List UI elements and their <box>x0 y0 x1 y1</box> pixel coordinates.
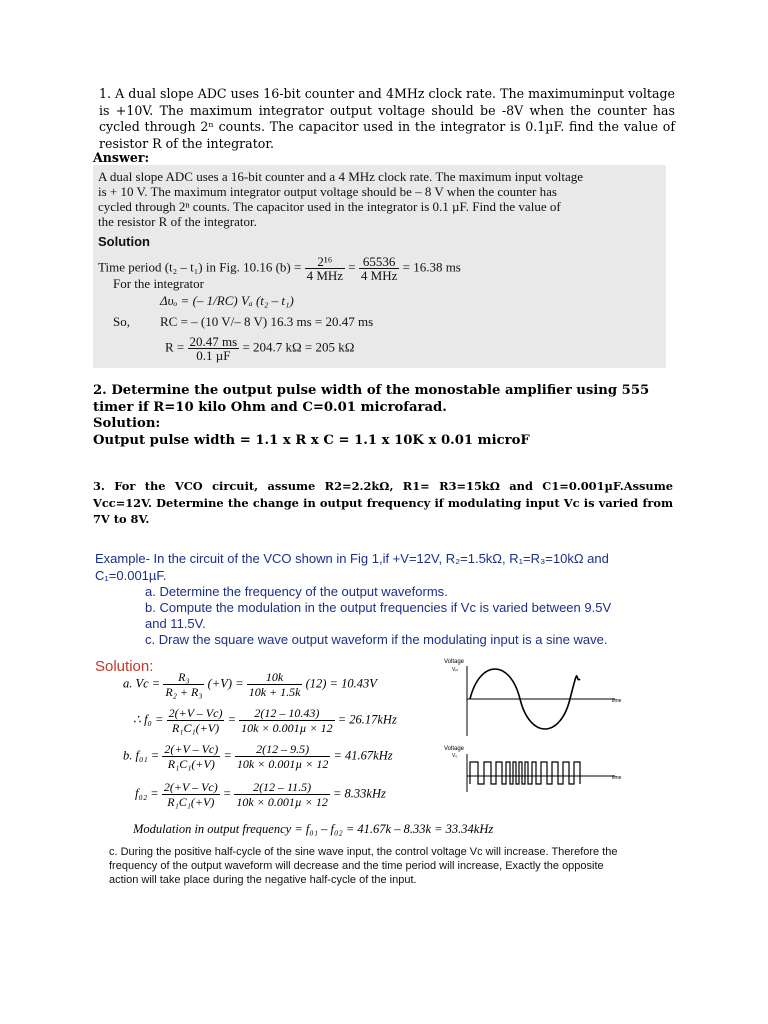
scanned-solution-1 <box>93 165 666 368</box>
example-item-b: b. Compute the modulation in the output frequencies if Vc is varied between 9.5V and 11.5V. <box>145 600 612 631</box>
answer-label: Answer: <box>93 150 150 165</box>
equation-f02: f₀₂ = $\frac{2(+V - Vc)}{\text{R₁C₁(+V)}}$ = 2(12 – 11.5) 10k × 0.001µ × 12 = 8.33kHz <box>135 780 386 809</box>
fraction: $\frac{\text{2¹⁶}}{\text{4 MHz}}$ <box>306 254 344 283</box>
input-sine-graph <box>440 654 630 744</box>
question-1: 1. A dual slope ADC uses 16-bit counter and 4MHz clock rate. The maximuminput voltage is +10V. The maximum integrator output voltage should be -8V when the counter has cycled through 2ⁿ counts. The capacitor used in the integrator is 0.1µF. find the value of resistor R of the integrator. <box>99 86 675 151</box>
example-note: c. During the positive half-cycle of the sine wave input, the control voltage Vc will increase. Therefore the frequency of the output waveform will decrease and the time period will increase, Exactly the opposite action will take place during the negative half-cycle of the input. <box>109 846 618 886</box>
r-equation: R = $\frac{20.47 ms}{\text{0.1 µF}}$ = 204.7 kΩ = 205 kΩ <box>165 334 355 363</box>
vco-example <box>93 542 633 892</box>
fraction: $\frac{20.47 ms}{\text{0.1 µF}}$ <box>189 334 238 363</box>
fraction: $\frac{65536}{\text{4 MHz}}$ <box>360 254 398 283</box>
modulation-result: Modulation in output frequency = f₀₁ – f₀₂ = 41.67k – 8.33k = 33.34kHz <box>133 822 494 836</box>
equation-f01: b. f₀₁ = $\frac{2(+V - Vc)}{\text{R₁C₁(+V)}}$ = 2(12 – 9.5) 10k × 0.001µ × 12 = 41.67kHz <box>123 742 393 771</box>
graph1-sub: Vᵢₙ <box>452 667 459 673</box>
graph2-xlabel: time <box>612 775 622 781</box>
rc-equation: RC = – (10 V/– 8 V) 16.3 ms = 20.47 ms <box>160 314 374 329</box>
question-2 <box>93 383 653 449</box>
problem-line: cycled through 2ⁿ counts. The capacitor used in the integrator is 0.1 µF. Find the value of <box>98 199 561 214</box>
graph1-xlabel: time <box>612 698 622 704</box>
delta-equation: Δυₒ = (– 1/RC) Vₐ (t₂ – t₁) <box>160 293 294 308</box>
question-3: 3. For the VCO circuit, assume R2=2.2kΩ, R1= R3=15kΩ and C1=0.001µF.Assume Vcc=12V. Determine the change in output frequency if modulating input Vc is varied from 7V to 8V. <box>93 479 673 526</box>
example-solution-label: Solution: <box>95 658 154 675</box>
square-wave <box>470 762 580 784</box>
question-2-solution-label: Solution: <box>93 416 161 431</box>
equation-vc: a. Vc = $\frac{\text{R₃}}{\text{R₂ + R₃}}$ (+V) = $\frac{10k}{10k + 1.5k}$ (12) = 10.43V <box>123 670 377 699</box>
integrator-label: For the integrator <box>113 276 204 291</box>
solution-heading: Solution <box>98 234 150 249</box>
time-period-equation: Time period (t₂ – t₁) in Fig. 10.16 (b) = $\frac{\text{2¹⁶}}{\text{4 MHz}}$ = $\frac{65536}{\text{4 MHz}}$ = 16.38 ms <box>98 254 461 283</box>
example-item-c: c. Draw the square wave output waveform if the modulating input is a sine wave. <box>145 632 608 647</box>
question-2-text: 2. Determine the output pulse width of the monostable amplifier using 555 timer if R=10 kilo Ohm and C=0.01 microfarad. <box>93 383 650 415</box>
equation-f0: ∴ f₀ = $\frac{2(+V - Vc)}{\text{R₁C₁(+V)}}$ = 2(12 – 10.43) 10k × 0.001µ × 12 = 26.17kHz <box>133 706 397 735</box>
graph1-ylabel: Voltage <box>444 659 465 665</box>
graph2-sub: Vₒ <box>452 753 458 759</box>
problem-line: A dual slope ADC uses a 16-bit counter and a 4 MHz clock rate. The maximum input voltage <box>98 169 583 184</box>
question-2-result: Output pulse width = 1.1 x R x C = 1.1 x 10K x 0.01 microF <box>93 432 530 448</box>
problem-line: the resistor R of the integrator. <box>98 214 257 229</box>
output-square-graph <box>440 742 630 797</box>
so-label: So, <box>113 314 130 329</box>
graph2-ylabel: Voltage <box>444 746 465 752</box>
example-item-a: a. Determine the frequency of the output waveforms. <box>145 584 448 599</box>
problem-line: is + 10 V. The maximum integrator output voltage should be – 8 V when the counter has <box>98 184 557 199</box>
example-items <box>145 584 615 648</box>
example-title: Example- In the circuit of the VCO shown in Fig 1,if +V=12V, R₂=1.5kΩ, R₁=R₃=10kΩ and C₁=0.001µF. <box>95 551 609 583</box>
